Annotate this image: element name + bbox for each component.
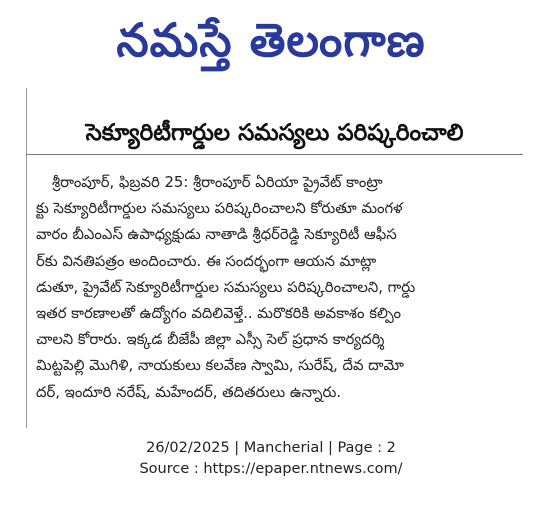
body-line: వారం బీఎంఎస్ ఉపాధ్యక్షుడు నాతాడి శ్రీధర్‌రెడ్డి సెక్యూరిటీ ఆఫీస xyxy=(36,226,397,244)
masthead xyxy=(0,0,542,80)
body-line: చాలని కోరారు. ఇక్కడ బీజేపీ జిల్లా ఎస్సీ సెల్ ప్రధాన కార్యదర్శి xyxy=(36,331,385,349)
source-url: Source : https://epaper.ntnews.com/ xyxy=(139,461,403,477)
body-line: ఇతర కారణాలతో ఉద్యోగం వదిలివెళ్తే.. మరొకరికి అవకాశం కల్పిం xyxy=(36,304,401,322)
clipping-footer xyxy=(0,438,542,480)
body-line: ర్‌కు వినతిపత్రం అందించారు. ఈ సందర్భంగా ఆయన మాట్లా xyxy=(36,252,377,270)
body-line: డుతూ, ప్రైవేట్ సెక్యూరిటీగార్డుల సమస్యలు పరిష్కరించాలని, గార్డు xyxy=(36,278,416,296)
news-clipping xyxy=(26,88,523,428)
article-body xyxy=(36,170,516,406)
body-line: మిట్టపెల్లి మొగిళి, నాయకులు కలవేణ స్వామి, సురేష్, దేవ దామో xyxy=(36,357,404,375)
body-line: క్టు సెక్యూరిటీగార్డుల సమస్యలు పరిష్కరించాలని కోరుతూ మంగళ xyxy=(36,200,403,218)
cropped-previous-text xyxy=(36,88,266,102)
headline-divider xyxy=(26,154,523,155)
article-headline: సెక్యూరిటీగార్డుల సమస్యలు పరిష్కరించాలి xyxy=(85,120,464,146)
body-line: శ్రీరాంపూర్, ఫిబ్రవరి 25: శ్రీరాంపూర్ ఏరియా ప్రైవేట్ కాంట్రా xyxy=(52,174,383,191)
body-line: దర్, ఇందూరి నరేష్, మహేందర్, తదితరులు ఉన్నారు. xyxy=(36,383,342,401)
date-edition-page: 26/02/2025 | Mancherial | Page : 2 xyxy=(146,440,396,456)
newspaper-logo: నమస్తే తెలంగాణ xyxy=(116,13,426,67)
